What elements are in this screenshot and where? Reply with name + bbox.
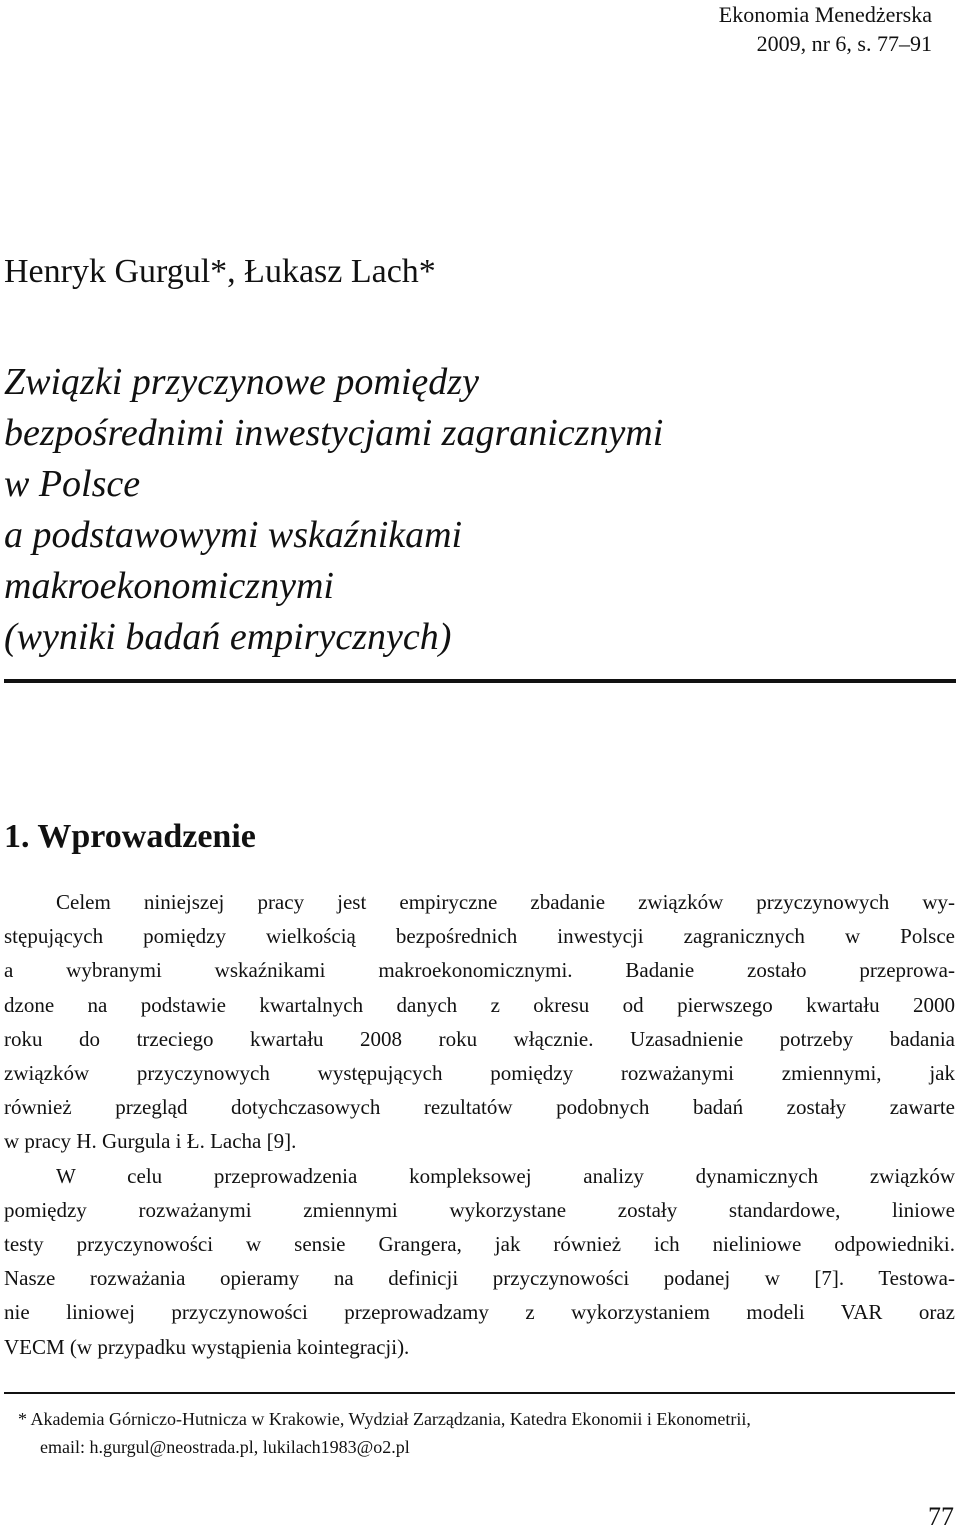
paragraph — [4, 885, 955, 1159]
page-number: 77 — [928, 1502, 954, 1531]
text-line: nie liniowej przyczynowości przeprowadzamy z wykorzystaniem modeli VAR oraz — [4, 1300, 955, 1325]
text-line: Celem niniejszej pracy jest empiryczne zbadanie związków przyczynowych wy- — [56, 890, 955, 914]
footnote-email: email: h.gurgul@neostrada.pl, lukilach1983@o2.pl — [40, 1437, 410, 1457]
footnote — [18, 1405, 953, 1461]
text-line: testy przyczynowości w sensie Grangera, jak również ich nieliniowe odpowiedniki. — [4, 1232, 955, 1257]
title-line: Związki przyczynowe pomiędzy — [4, 361, 479, 403]
text-line: Nasze rozważania opieramy na definicji przyczynowości podanej w [7]. Testowa- — [4, 1266, 955, 1291]
authors: Henryk Gurgul*, Łukasz Lach* — [4, 253, 436, 290]
footnote-affiliation: * Akademia Górniczo-Hutnicza w Krakowie, Wydział Zarządzania, Katedra Ekonomii i Ekonometrii, — [18, 1409, 751, 1429]
text-line: VECM (w przypadku wystąpienia kointegracji). — [4, 1334, 410, 1359]
title-line: bezpośrednimi inwestycjami zagranicznymi — [4, 412, 664, 454]
text-line: dzone na podstawie kwartalnych danych z okresu od pierwszego kwartału 2000 — [4, 992, 955, 1017]
text-line: pomiędzy rozważanymi zmiennymi wykorzystane zostały standardowe, liniowe — [4, 1197, 955, 1222]
text-line: związków przyczynowych występujących pomiędzy rozważanymi zmiennymi, jak — [4, 1061, 955, 1086]
text-line: a wybranymi wskaźnikami makroekonomicznymi. Badanie zostało przeprowa- — [4, 958, 955, 983]
title-line: makroekonomicznymi — [4, 565, 334, 607]
section-body — [4, 885, 955, 1364]
title-divider — [4, 679, 956, 683]
text-line: W celu przeprowadzenia kompleksowej analizy dynamicznych związków — [56, 1163, 955, 1188]
paper-title — [4, 357, 944, 663]
title-line: w Polsce — [4, 463, 141, 505]
journal-citation — [512, 0, 932, 58]
journal-issue: 2009, nr 6, s. 77–91 — [756, 31, 932, 56]
paragraph — [4, 1159, 955, 1364]
section-heading: 1. Wprowadzenie — [4, 818, 256, 855]
journal-name: Ekonomia Menedżerska — [718, 2, 932, 27]
text-line: roku do trzeciego kwartału 2008 roku włącznie. Uzasadnienie potrzeby badania — [4, 1026, 955, 1051]
text-line: również przegląd dotychczasowych rezultatów podobnych badań zostały zawarte — [4, 1095, 955, 1120]
text-line: stępujących pomiędzy wielkością bezpośrednich inwestycji zagranicznych w Polsce — [4, 924, 955, 949]
text-line: w pracy H. Gurgula i Ł. Lacha [9]. — [4, 1129, 297, 1154]
title-line: (wyniki badań empirycznych) — [4, 616, 452, 658]
footnote-divider — [4, 1392, 955, 1394]
title-line: a podstawowymi wskaźnikami — [4, 514, 463, 556]
